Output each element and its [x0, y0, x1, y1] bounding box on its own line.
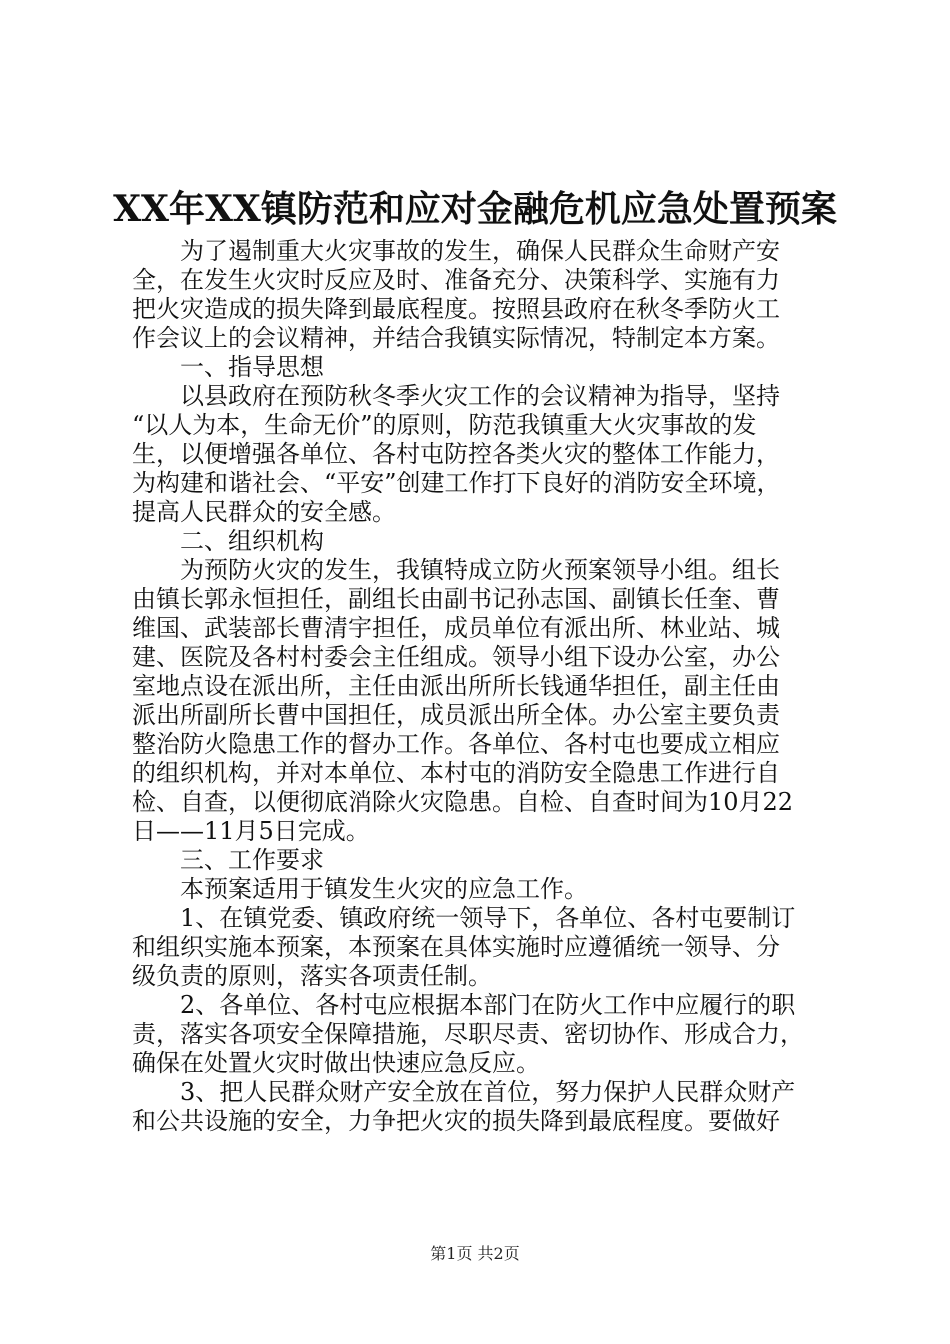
body-line: 全，在发生火灾时反应及时、准备充分、决策科学、实施有力 [132, 266, 780, 294]
body-line: 为预防火灾的发生，我镇特成立防火预案领导小组。组长 [180, 556, 780, 584]
body-line: 作会议上的会议精神，并结合我镇实际情况，特制定本方案。 [132, 324, 780, 352]
body-line: 责，落实各项安全保障措施，尽职尽责、密切协作、形成合力， [132, 1020, 804, 1048]
body-line: 室地点设在派出所，主任由派出所所长钱通华担任，副主任由 [132, 672, 780, 700]
body-line: 二、组织机构 [180, 527, 324, 555]
body-line: 级负责的原则，落实各项责任制。 [132, 962, 492, 990]
body-line: 1、在镇党委、镇政府统一领导下，各单位、各村屯要制订 [180, 904, 796, 932]
body-line: 和组织实施本预案，本预案在具体实施时应遵循统一领导、分 [132, 933, 780, 961]
body-line: 三、工作要求 [180, 846, 324, 874]
body-line: 建、医院及各村村委会主任组成。领导小组下设办公室，办公 [132, 643, 780, 671]
body-line: 一、指导思想 [180, 353, 324, 381]
body-line: 本预案适用于镇发生火灾的应急工作。 [180, 875, 588, 903]
body-line: 为了遏制重大火灾事故的发生，确保人民群众生命财产安 [180, 237, 780, 265]
body-line: 3、把人民群众财产安全放在首位，努力保护人民群众财产 [180, 1078, 796, 1106]
body-line: 整治防火隐患工作的督办工作。各单位、各村屯也要成立相应 [132, 730, 780, 758]
body-line: 把火灾造成的损失降到最底程度。按照县政府在秋冬季防火工 [132, 295, 780, 323]
body-line: 2、各单位、各村屯应根据本部门在防火工作中应履行的职 [180, 991, 796, 1019]
body-line: 为构建和谐社会、“平安”创建工作打下良好的消防安全环境， [132, 469, 781, 497]
body-line: 提高人民群众的安全感。 [132, 498, 396, 526]
body-line: 以县政府在预防秋冬季火灾工作的会议精神为指导，坚持 [180, 382, 780, 410]
body-line: 日——11月5日完成。 [132, 817, 370, 845]
body-line: 确保在处置火灾时做出快速应急反应。 [132, 1049, 540, 1077]
page-footer: 第1页 共2页 [430, 1244, 520, 1263]
document-body [132, 237, 832, 1136]
body-line: “以人为本，生命无价”的原则，防范我镇重大火灾事故的发 [132, 411, 757, 439]
body-line: 的组织机构，并对本单位、本村屯的消防安全隐患工作进行自 [132, 759, 780, 787]
body-line: 派出所副所长曹中国担任，成员派出所全体。办公室主要负责 [132, 701, 780, 729]
body-line: 维国、武装部长曹清宇担任，成员单位有派出所、林业站、城 [132, 614, 780, 642]
body-line: 生，以便增强各单位、各村屯防控各类火灾的整体工作能力， [132, 440, 780, 468]
body-line: 和公共设施的安全，力争把火灾的损失降到最底程度。要做好 [132, 1107, 780, 1135]
body-line: 由镇长郭永恒担任，副组长由副书记孙志国、副镇长任奎、曹 [132, 585, 780, 613]
document-title: XX年XX镇防范和应对金融危机应急处置预案 [113, 188, 837, 230]
body-line: 检、自查，以便彻底消除火灾隐患。自检、自查时间为10月22 [132, 788, 794, 816]
